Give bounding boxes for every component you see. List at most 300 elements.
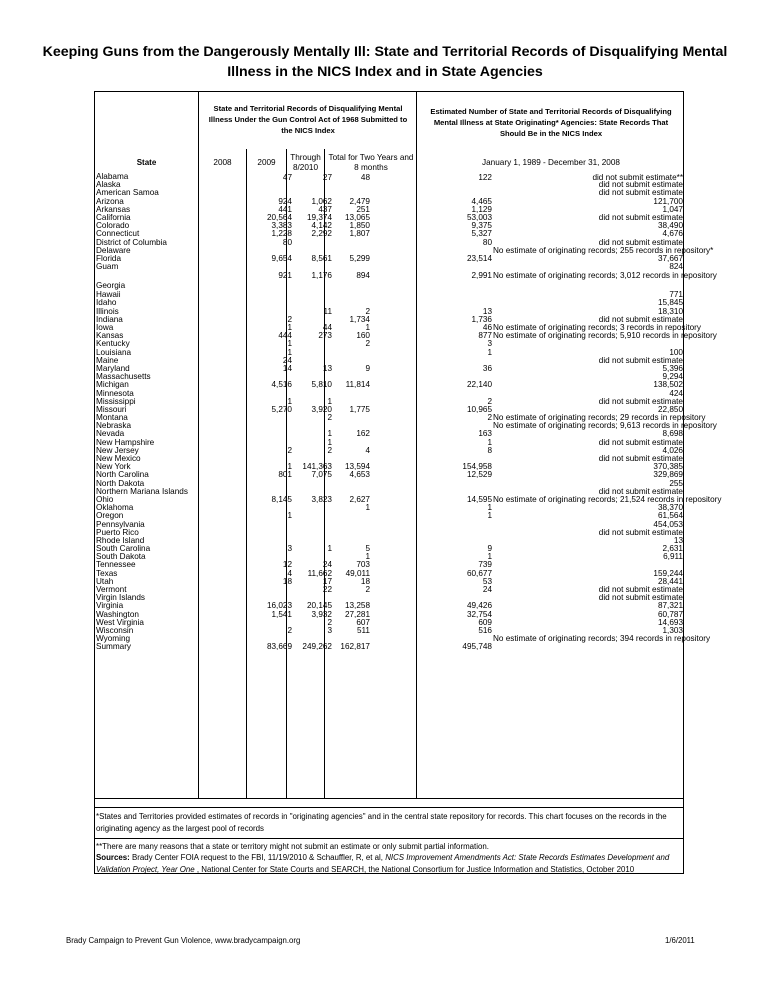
- value-2009-cell: [293, 349, 333, 357]
- column-header-2008: 2008: [213, 158, 232, 167]
- estimate-cell: 824: [669, 262, 683, 272]
- sources-report-title: NICS Improvement Amendments Act: State Records Estimates Development and Validation Project, Year One: [96, 853, 670, 874]
- value-2008-cell: 1: [287, 511, 292, 521]
- total-cell: 1: [487, 347, 492, 357]
- footer-credit: Brady Campaign to Prevent Gun Violence, www.bradycampaign.org: [66, 936, 301, 945]
- value-2010-cell: 703: [356, 560, 370, 570]
- state-cell: Alaska: [96, 180, 121, 190]
- value-2008-cell: 20,564: [266, 212, 292, 222]
- value-2008-cell: 18: [282, 576, 292, 586]
- state-cell: New York: [96, 462, 131, 472]
- table-row: [95, 512, 684, 520]
- value-2009-cell: 141,363: [302, 462, 332, 472]
- estimate-cell: did not submit estimate: [598, 212, 683, 222]
- state-cell: North Carolina: [96, 470, 149, 480]
- value-2008-cell: [247, 529, 293, 537]
- table-row: [95, 189, 684, 197]
- table-row: [95, 439, 684, 447]
- value-2008-cell: 3,383: [271, 221, 292, 231]
- value-2008-cell: 441: [278, 204, 292, 214]
- value-2010-cell: [333, 390, 371, 398]
- value-2009-cell: 20,145: [306, 601, 332, 611]
- value-2008-cell: 2: [287, 625, 292, 635]
- state-cell: New Mexico: [96, 454, 141, 463]
- state-cell: Nevada: [96, 429, 125, 439]
- state-cell: Indiana: [96, 314, 123, 324]
- total-cell: 2: [487, 396, 492, 406]
- estimate-cell: 37,667: [657, 253, 683, 263]
- value-2008-cell: [247, 480, 293, 488]
- table-row: [95, 263, 684, 271]
- table-row: [95, 643, 684, 651]
- value-2009-cell: [293, 480, 333, 488]
- table-row: [95, 381, 684, 389]
- value-2010-cell: [333, 512, 371, 520]
- estimate-cell: 87,321: [657, 601, 683, 611]
- value-2010-cell: 27,281: [344, 609, 370, 619]
- value-2010-cell: 49,011: [345, 568, 370, 578]
- state-cell: Washington: [96, 609, 139, 619]
- estimate-cell: did not submit estimate: [598, 585, 683, 594]
- value-2010-cell: 13,258: [344, 601, 370, 611]
- table-row: [95, 222, 684, 230]
- state-cell: Vermont: [96, 585, 127, 594]
- value-2010-cell: 1,734: [349, 314, 370, 324]
- total-cell: 1: [487, 511, 492, 521]
- state-cell: Pennsylvania: [96, 519, 145, 529]
- value-2010-cell: 162: [356, 429, 370, 439]
- value-2008-cell: 1: [287, 339, 292, 349]
- total-cell: 5,327: [471, 229, 492, 239]
- total-cell: 154,958: [462, 462, 492, 472]
- value-2009-cell: [293, 239, 333, 247]
- total-cell: 1: [487, 437, 492, 447]
- page-title: Keeping Guns from the Dangerously Mentally Ill: State and Territorial Records of Disqualifying Mental Illness in the NICS Index and in State Agencies: [42, 44, 728, 80]
- value-2008-cell: [247, 291, 293, 299]
- total-cell: 1,736: [471, 314, 492, 324]
- estimate-cell: No estimate of originating records; 394 records in repository: [493, 634, 711, 644]
- value-2009-cell: 1,176: [311, 271, 332, 281]
- total-cell: 122: [478, 173, 492, 182]
- state-cell: Alabama: [96, 172, 129, 181]
- estimate-cell: No estimate of originating records; 29 records in repository: [493, 413, 706, 423]
- state-cell: Delaware: [96, 245, 131, 255]
- total-cell: 877: [478, 331, 492, 341]
- table-row: [95, 255, 684, 263]
- total-cell: 9,375: [471, 221, 492, 231]
- state-cell: Arizona: [96, 196, 124, 206]
- value-2010-cell: 5,299: [349, 253, 370, 263]
- value-2010-cell: 13,065: [344, 212, 370, 222]
- value-2010-cell: [333, 263, 371, 271]
- value-2008-cell: [247, 521, 293, 529]
- table-row: [95, 430, 684, 438]
- value-2008-cell: 83,669: [266, 642, 292, 652]
- estimate-cell: 6,911: [663, 552, 683, 562]
- estimate-cell: 370,385: [653, 462, 683, 472]
- estimate-cell: 138,502: [653, 380, 683, 390]
- value-2009-cell: 249,262: [302, 642, 332, 652]
- state-cell: South Dakota: [96, 552, 146, 562]
- estimate-cell: 4,676: [662, 229, 683, 239]
- table-row: [95, 390, 684, 398]
- header-nics-records: State and Territorial Records of Disqualifying Mental Illness Under the Gun Control Act of 1968 Submitted to the NICS Index: [208, 104, 408, 135]
- total-cell: 163: [478, 429, 492, 439]
- value-2008-cell: 444: [278, 331, 292, 341]
- value-2009-cell: 4,142: [311, 221, 332, 231]
- estimate-cell: 14,693: [657, 617, 683, 627]
- value-2009-cell: 273: [318, 331, 332, 341]
- value-2008-cell: [247, 455, 293, 463]
- value-2010-cell: 18: [360, 576, 370, 586]
- table-row: [95, 447, 684, 455]
- value-2010-cell: [333, 521, 371, 529]
- value-2008-cell: 1: [287, 347, 292, 357]
- table-row: [95, 545, 684, 553]
- total-cell: 14,595: [466, 494, 492, 504]
- estimate-cell: 454,053: [653, 519, 683, 529]
- value-2008-cell: [247, 422, 293, 430]
- footnote-no-estimate: **There are many reasons that a state or territory might not submit an estimate or only submit partial information.: [96, 842, 489, 851]
- value-2010-cell: 162,817: [340, 642, 370, 652]
- total-cell: 516: [478, 625, 492, 635]
- total-cell: 32,754: [466, 609, 492, 619]
- state-cell: Colorado: [96, 221, 130, 231]
- value-2010-cell: 1,850: [349, 221, 370, 231]
- total-cell: [371, 390, 493, 398]
- table-row: [95, 173, 684, 181]
- value-2010-cell: 894: [356, 271, 370, 281]
- value-2010-cell: 251: [356, 204, 370, 214]
- value-2010-cell: 1: [365, 323, 370, 332]
- value-2010-cell: 4,653: [349, 470, 370, 480]
- value-2009-cell: 13: [322, 363, 332, 373]
- value-2009-cell: 1: [327, 396, 332, 406]
- estimate-cell: 13: [673, 535, 683, 545]
- value-2009-cell: [293, 181, 333, 189]
- value-2008-cell: [247, 263, 293, 271]
- total-cell: 53,003: [466, 212, 492, 222]
- total-cell: 1,129: [471, 204, 492, 214]
- state-cell: Kentucky: [96, 339, 130, 349]
- value-2010-cell: 160: [356, 331, 370, 341]
- state-cell: Ohio: [96, 494, 114, 504]
- estimate-cell: No estimate of originating records; 255 records in repository*: [493, 245, 714, 255]
- value-2008-cell: 1,228: [271, 229, 292, 239]
- state-cell: Utah: [96, 576, 114, 586]
- table-row: [95, 206, 684, 214]
- estimate-cell: 329,869: [653, 470, 683, 480]
- value-2009-cell: 5,810: [311, 380, 332, 390]
- value-2008-cell: [247, 619, 293, 627]
- value-2008-cell: [247, 439, 293, 447]
- value-2010-cell: [333, 181, 371, 189]
- estimate-cell: No estimate of originating records; 3 records in repository: [493, 323, 701, 332]
- table-row: [95, 529, 684, 537]
- total-cell: [371, 521, 493, 529]
- header-estimated-records: Estimated Number of State and Territorial Records of Disqualifying Mental Illness at State Originating* Agencies: State Records That Should Be in the NICS Index: [430, 107, 672, 138]
- value-2010-cell: 48: [360, 173, 370, 182]
- estimate-cell: 60,787: [657, 609, 683, 619]
- estimate-cell: did not submit estimate**: [592, 173, 683, 182]
- value-2008-cell: [247, 181, 293, 189]
- divider: [95, 807, 684, 808]
- table-row: [95, 561, 684, 569]
- total-cell: 1: [487, 552, 492, 562]
- value-2009-cell: 2: [327, 413, 332, 423]
- value-2009-cell: 27: [322, 173, 332, 182]
- value-2010-cell: [333, 349, 371, 357]
- state-cell: Montana: [96, 413, 128, 423]
- table-row: [95, 398, 684, 406]
- value-2010-cell: 2,479: [349, 196, 370, 206]
- state-cell: District of Columbia: [96, 237, 167, 247]
- estimate-cell: 100: [669, 347, 683, 357]
- estimate-cell: did not submit estimate: [598, 454, 683, 463]
- value-2009-cell: 3,932: [311, 609, 332, 619]
- estimate-cell: 121,700: [653, 196, 683, 206]
- state-cell: Oregon: [96, 511, 124, 521]
- value-2009-cell: 2: [327, 617, 332, 627]
- state-cell: Wyoming: [96, 634, 131, 644]
- state-cell: Summary: [96, 642, 132, 652]
- state-cell: South Carolina: [96, 544, 151, 554]
- value-2008-cell: 2: [287, 314, 292, 324]
- column-header-state: State: [136, 158, 157, 167]
- value-2010-cell: 2: [365, 585, 370, 594]
- estimate-cell: 61,564: [657, 511, 683, 521]
- estimate-cell: No estimate of originating records; 3,012 records in repository: [493, 271, 717, 281]
- total-cell: 9: [487, 544, 492, 554]
- table-row: [95, 521, 684, 529]
- estimate-cell: did not submit estimate: [598, 527, 683, 537]
- total-cell: 22,140: [466, 380, 492, 390]
- total-cell: 46: [482, 323, 492, 332]
- value-2008-cell: [247, 430, 293, 438]
- total-cell: 3: [487, 339, 492, 349]
- state-cell: Maryland: [96, 363, 130, 373]
- value-2008-cell: [247, 390, 293, 398]
- value-2008-cell: [247, 586, 293, 594]
- state-cell: Tennessee: [96, 560, 136, 570]
- table-row: [95, 578, 684, 586]
- total-cell: 12,529: [466, 470, 492, 480]
- value-2008-cell: 1,541: [271, 609, 292, 619]
- state-cell: Rhode Island: [96, 535, 145, 545]
- value-2009-cell: 11,662: [307, 568, 332, 578]
- value-2008-cell: 5,270: [271, 404, 292, 414]
- value-2008-cell: [247, 414, 293, 422]
- value-2009-cell: [293, 291, 333, 299]
- value-2010-cell: 13,594: [344, 462, 370, 472]
- value-2009-cell: 22: [322, 585, 332, 594]
- value-2009-cell: 11: [323, 306, 332, 316]
- value-2009-cell: [293, 512, 333, 520]
- value-2009-cell: 19,374: [306, 212, 332, 222]
- value-2009-cell: 1: [327, 429, 332, 439]
- value-2009-cell: 24: [322, 560, 332, 570]
- estimate-cell: No estimate of originating records; 5,910 records in repository: [493, 331, 717, 341]
- value-2008-cell: 924: [278, 196, 292, 206]
- total-cell: 10,965: [466, 404, 492, 414]
- table-row: [95, 455, 684, 463]
- total-cell: 2,991: [471, 271, 492, 281]
- table-row: [95, 594, 684, 602]
- state-cell: North Dakota: [96, 478, 145, 488]
- state-cell: Nebraska: [96, 421, 132, 431]
- table-row: [95, 245, 714, 255]
- estimate-cell: 15,845: [657, 298, 683, 308]
- sources-label: Sources:: [96, 853, 130, 862]
- value-2010-cell: 2,627: [349, 494, 370, 504]
- value-2008-cell: 14: [282, 363, 292, 373]
- table-row: [95, 570, 684, 578]
- records-table: [95, 172, 722, 652]
- total-cell: [371, 357, 493, 365]
- estimate-cell: 1,047: [662, 204, 683, 214]
- estimate-cell: did not submit estimate: [598, 237, 683, 247]
- estimate-cell: did not submit estimate: [598, 396, 683, 406]
- table-row: [95, 331, 717, 341]
- state-cell: California: [96, 212, 131, 222]
- footer-date: 1/6/2011: [665, 936, 695, 945]
- estimate-cell: [493, 340, 684, 348]
- value-2008-cell: 921: [278, 271, 292, 281]
- total-cell: [371, 299, 493, 307]
- state-cell: Kansas: [96, 331, 124, 341]
- estimate-cell: 255: [669, 478, 683, 488]
- state-cell: Massachusetts: [96, 372, 151, 382]
- column-header-through-2010: Through 8/2010: [290, 153, 321, 172]
- value-2008-cell: 1: [287, 323, 292, 332]
- estimate-cell: did not submit estimate: [598, 437, 683, 447]
- total-cell: 60,677: [466, 568, 492, 578]
- state-cell: Maine: [96, 355, 119, 365]
- total-cell: [371, 181, 493, 189]
- state-cell: Connecticut: [96, 229, 140, 239]
- estimate-cell: 9,294: [662, 372, 683, 382]
- state-cell: Oklahoma: [96, 503, 134, 513]
- table-row: [95, 291, 684, 299]
- state-cell: Guam: [96, 262, 119, 272]
- value-2009-cell: 1,062: [311, 196, 332, 206]
- value-2010-cell: 2: [365, 339, 370, 349]
- value-2008-cell: 801: [278, 470, 292, 480]
- total-cell: 23,514: [466, 253, 492, 263]
- value-2008-cell: [247, 299, 293, 307]
- estimate-cell: 5,396: [662, 363, 683, 373]
- estimate-cell: 4,026: [662, 445, 683, 455]
- value-2008-cell: 16,023: [266, 601, 292, 611]
- value-2010-cell: 9: [365, 363, 370, 373]
- table-row: [95, 421, 717, 431]
- total-cell: 13: [482, 306, 492, 316]
- table-row: [95, 340, 684, 348]
- value-2010-cell: 607: [356, 617, 370, 627]
- total-cell: 36: [482, 363, 492, 373]
- state-cell: Arkansas: [96, 204, 131, 214]
- value-2009-cell: 44: [322, 323, 332, 332]
- value-2009-cell: [293, 521, 333, 529]
- estimate-cell: 159,244: [653, 568, 683, 578]
- table-row: [95, 504, 684, 512]
- sources-text: Brady Center FOIA request to the FBI, 11/19/2010 & Schauffler, R, et al,: [129, 853, 386, 862]
- state-cell: Florida: [96, 253, 122, 263]
- total-cell: 49,426: [466, 601, 492, 611]
- estimate-cell: No estimate of originating records; 21,524 records in repository: [493, 494, 722, 504]
- column-header-2009: 2009: [257, 158, 276, 167]
- value-2010-cell: 2: [365, 306, 370, 316]
- value-2009-cell: [293, 504, 333, 512]
- value-2010-cell: 1,807: [349, 229, 370, 239]
- value-2009-cell: 3,823: [311, 494, 332, 504]
- total-cell: 8: [487, 445, 492, 455]
- state-cell: Puerto Rico: [96, 527, 139, 537]
- value-2010-cell: [333, 291, 371, 299]
- state-cell: Texas: [96, 568, 118, 578]
- value-2010-cell: 5: [365, 544, 370, 554]
- value-2008-cell: [247, 537, 293, 545]
- state-cell: Idaho: [96, 298, 117, 308]
- table-row: [95, 537, 684, 545]
- total-cell: 24: [482, 585, 492, 594]
- table-row: [95, 494, 722, 504]
- state-cell: Minnesota: [96, 388, 134, 398]
- estimate-cell: 1,303: [662, 625, 683, 635]
- table-row: [95, 611, 684, 619]
- table-row: [95, 634, 711, 644]
- value-2009-cell: 17: [322, 576, 332, 586]
- total-cell: [371, 422, 493, 430]
- total-cell: [371, 480, 493, 488]
- value-2008-cell: 4,516: [271, 380, 292, 390]
- table-row: [95, 349, 684, 357]
- state-cell: Michigan: [96, 380, 129, 390]
- state-cell: Louisiana: [96, 347, 132, 357]
- sources-text-end: , National Center for State Courts and SEARCH, the National Consortium for Justice Information and Statistics, October 2010: [194, 865, 635, 874]
- value-2009-cell: [293, 340, 333, 348]
- value-2009-cell: 3,920: [311, 404, 332, 414]
- estimate-cell: [493, 643, 684, 651]
- state-cell: American Samoa: [96, 188, 159, 198]
- table-row: [95, 198, 684, 206]
- value-2010-cell: [333, 529, 371, 537]
- value-2009-cell: [293, 263, 333, 271]
- estimate-cell: 771: [669, 290, 683, 300]
- value-2009-cell: 7,075: [311, 470, 332, 480]
- estimate-cell: 8,698: [662, 429, 683, 439]
- value-2010-cell: [333, 239, 371, 247]
- state-cell: New Jersey: [96, 445, 139, 455]
- value-2008-cell: 1: [287, 462, 292, 472]
- total-cell: [371, 529, 493, 537]
- table-row: [95, 230, 684, 238]
- total-cell: [371, 263, 493, 271]
- total-cell: 1: [487, 503, 492, 513]
- estimate-cell: 18,310: [657, 306, 683, 316]
- table-row: [95, 586, 684, 594]
- value-2008-cell: 12: [282, 560, 292, 570]
- value-2009-cell: 437: [318, 204, 332, 214]
- value-2008-cell: [247, 504, 293, 512]
- value-2009-cell: [293, 529, 333, 537]
- table-row: [95, 553, 684, 561]
- total-cell: [371, 291, 493, 299]
- estimate-cell: 28,441: [657, 576, 683, 586]
- value-2009-cell: 2,292: [311, 229, 332, 239]
- state-cell: Missouri: [96, 404, 127, 414]
- total-cell: 609: [478, 617, 492, 627]
